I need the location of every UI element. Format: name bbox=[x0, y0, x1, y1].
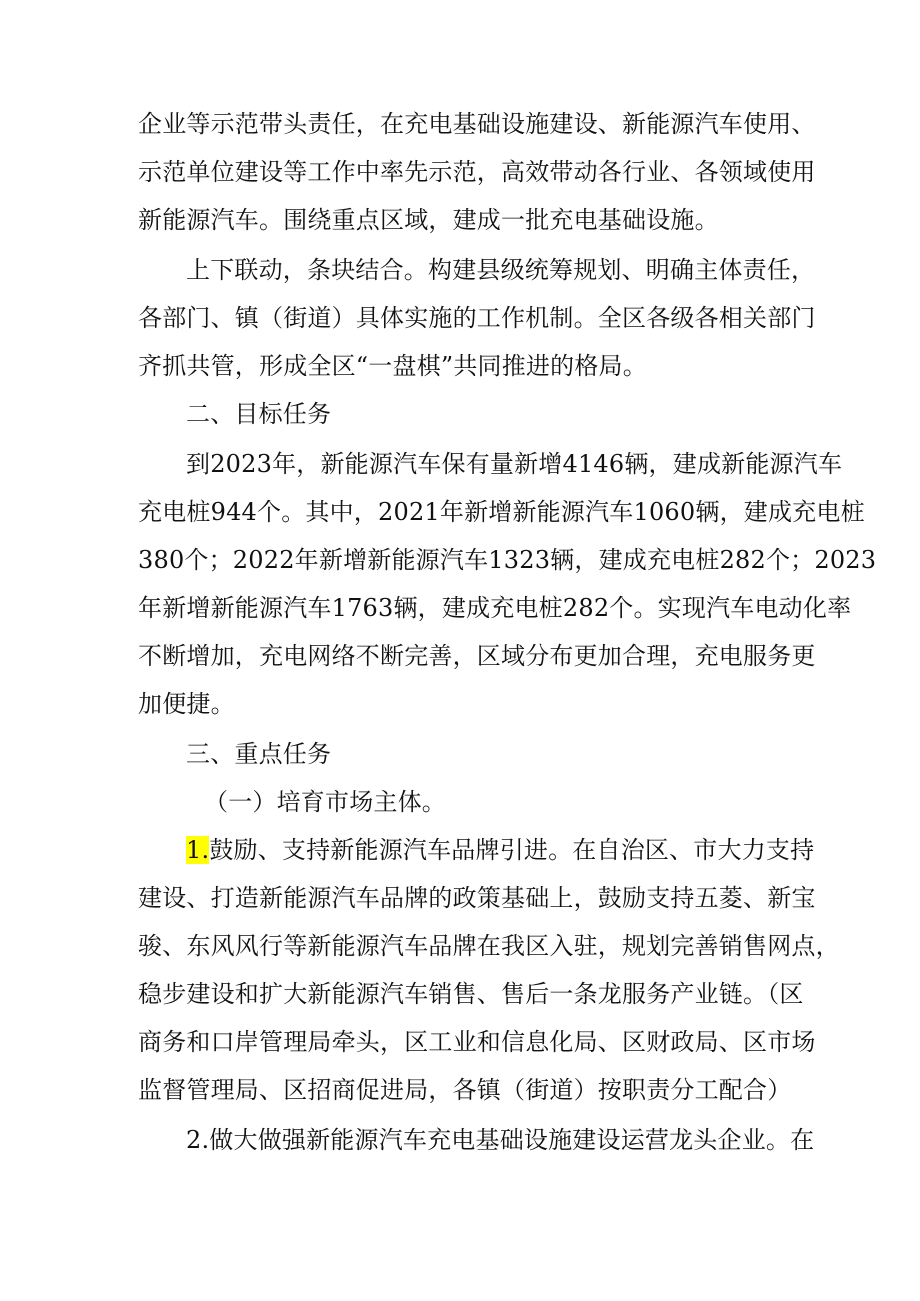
paragraph-line: 骏、东风风行等新能源汽车品牌在我区入驻，规划完善销售网点， bbox=[138, 932, 840, 960]
paragraph-line: 充电桩944个。其中，2021年新增新能源汽车1060辆，建成充电桩 bbox=[138, 498, 865, 526]
paragraph-line: 商务和口岸管理局牵头，区工业和信息化局、区财政局、区市场 bbox=[138, 1028, 816, 1056]
paragraph-line: 380个；2022年新增新能源汽车1323辆，建成充电桩282个；2023 bbox=[138, 546, 877, 574]
paragraph-line: 各部门、镇（街道）具体实施的工作机制。全区各级各相关部门 bbox=[138, 304, 816, 332]
paragraph-line bbox=[186, 834, 814, 866]
paragraph-line: 年新增新能源汽车1763辆，建成充电桩282个。实现汽车电动化率 bbox=[138, 594, 852, 622]
paragraph-line: 新能源汽车。围绕重点区域，建成一批充电基础设施。 bbox=[138, 206, 719, 234]
paragraph-text: 鼓励、支持新能源汽车品牌引进。在自治区、市大力支持 bbox=[209, 836, 815, 864]
paragraph-line: 示范单位建设等工作中率先示范，高效带动各行业、各领域使用 bbox=[138, 158, 816, 186]
section-heading: 二、目标任务 bbox=[186, 400, 332, 428]
section-heading: 三、重点任务 bbox=[186, 740, 332, 768]
paragraph-line: 2.做大做强新能源汽车充电基础设施建设运营龙头企业。在 bbox=[186, 1126, 815, 1154]
paragraph-line: 稳步建设和扩大新能源汽车销售、售后一条龙服务产业链。（区 bbox=[138, 980, 804, 1008]
highlighted-list-number: 1. bbox=[186, 836, 210, 864]
subsection-heading: （一）培育市场主体。 bbox=[204, 788, 446, 816]
paragraph-line: 齐抓共管，形成全区“一盘棋”共同推进的格局。 bbox=[138, 352, 647, 380]
paragraph-line: 企业等示范带头责任，在充电基础设施建设、新能源汽车使用、 bbox=[138, 110, 816, 138]
paragraph-line: 到2023年，新能源汽车保有量新增4146辆，建成新能源汽车 bbox=[186, 450, 843, 478]
paragraph-line: 不断增加，充电网络不断完善，区域分布更加合理，充电服务更 bbox=[138, 642, 816, 670]
paragraph-line: 上下联动，条块结合。构建县级统筹规划、明确主体责任， bbox=[186, 256, 816, 284]
paragraph-line: 加便捷。 bbox=[138, 690, 235, 718]
paragraph-line: 建设、打造新能源汽车品牌的政策基础上，鼓励支持五菱、新宝 bbox=[138, 884, 816, 912]
paragraph-line: 监督管理局、区招商促进局，各镇（街道）按职责分工配合） bbox=[138, 1076, 792, 1104]
